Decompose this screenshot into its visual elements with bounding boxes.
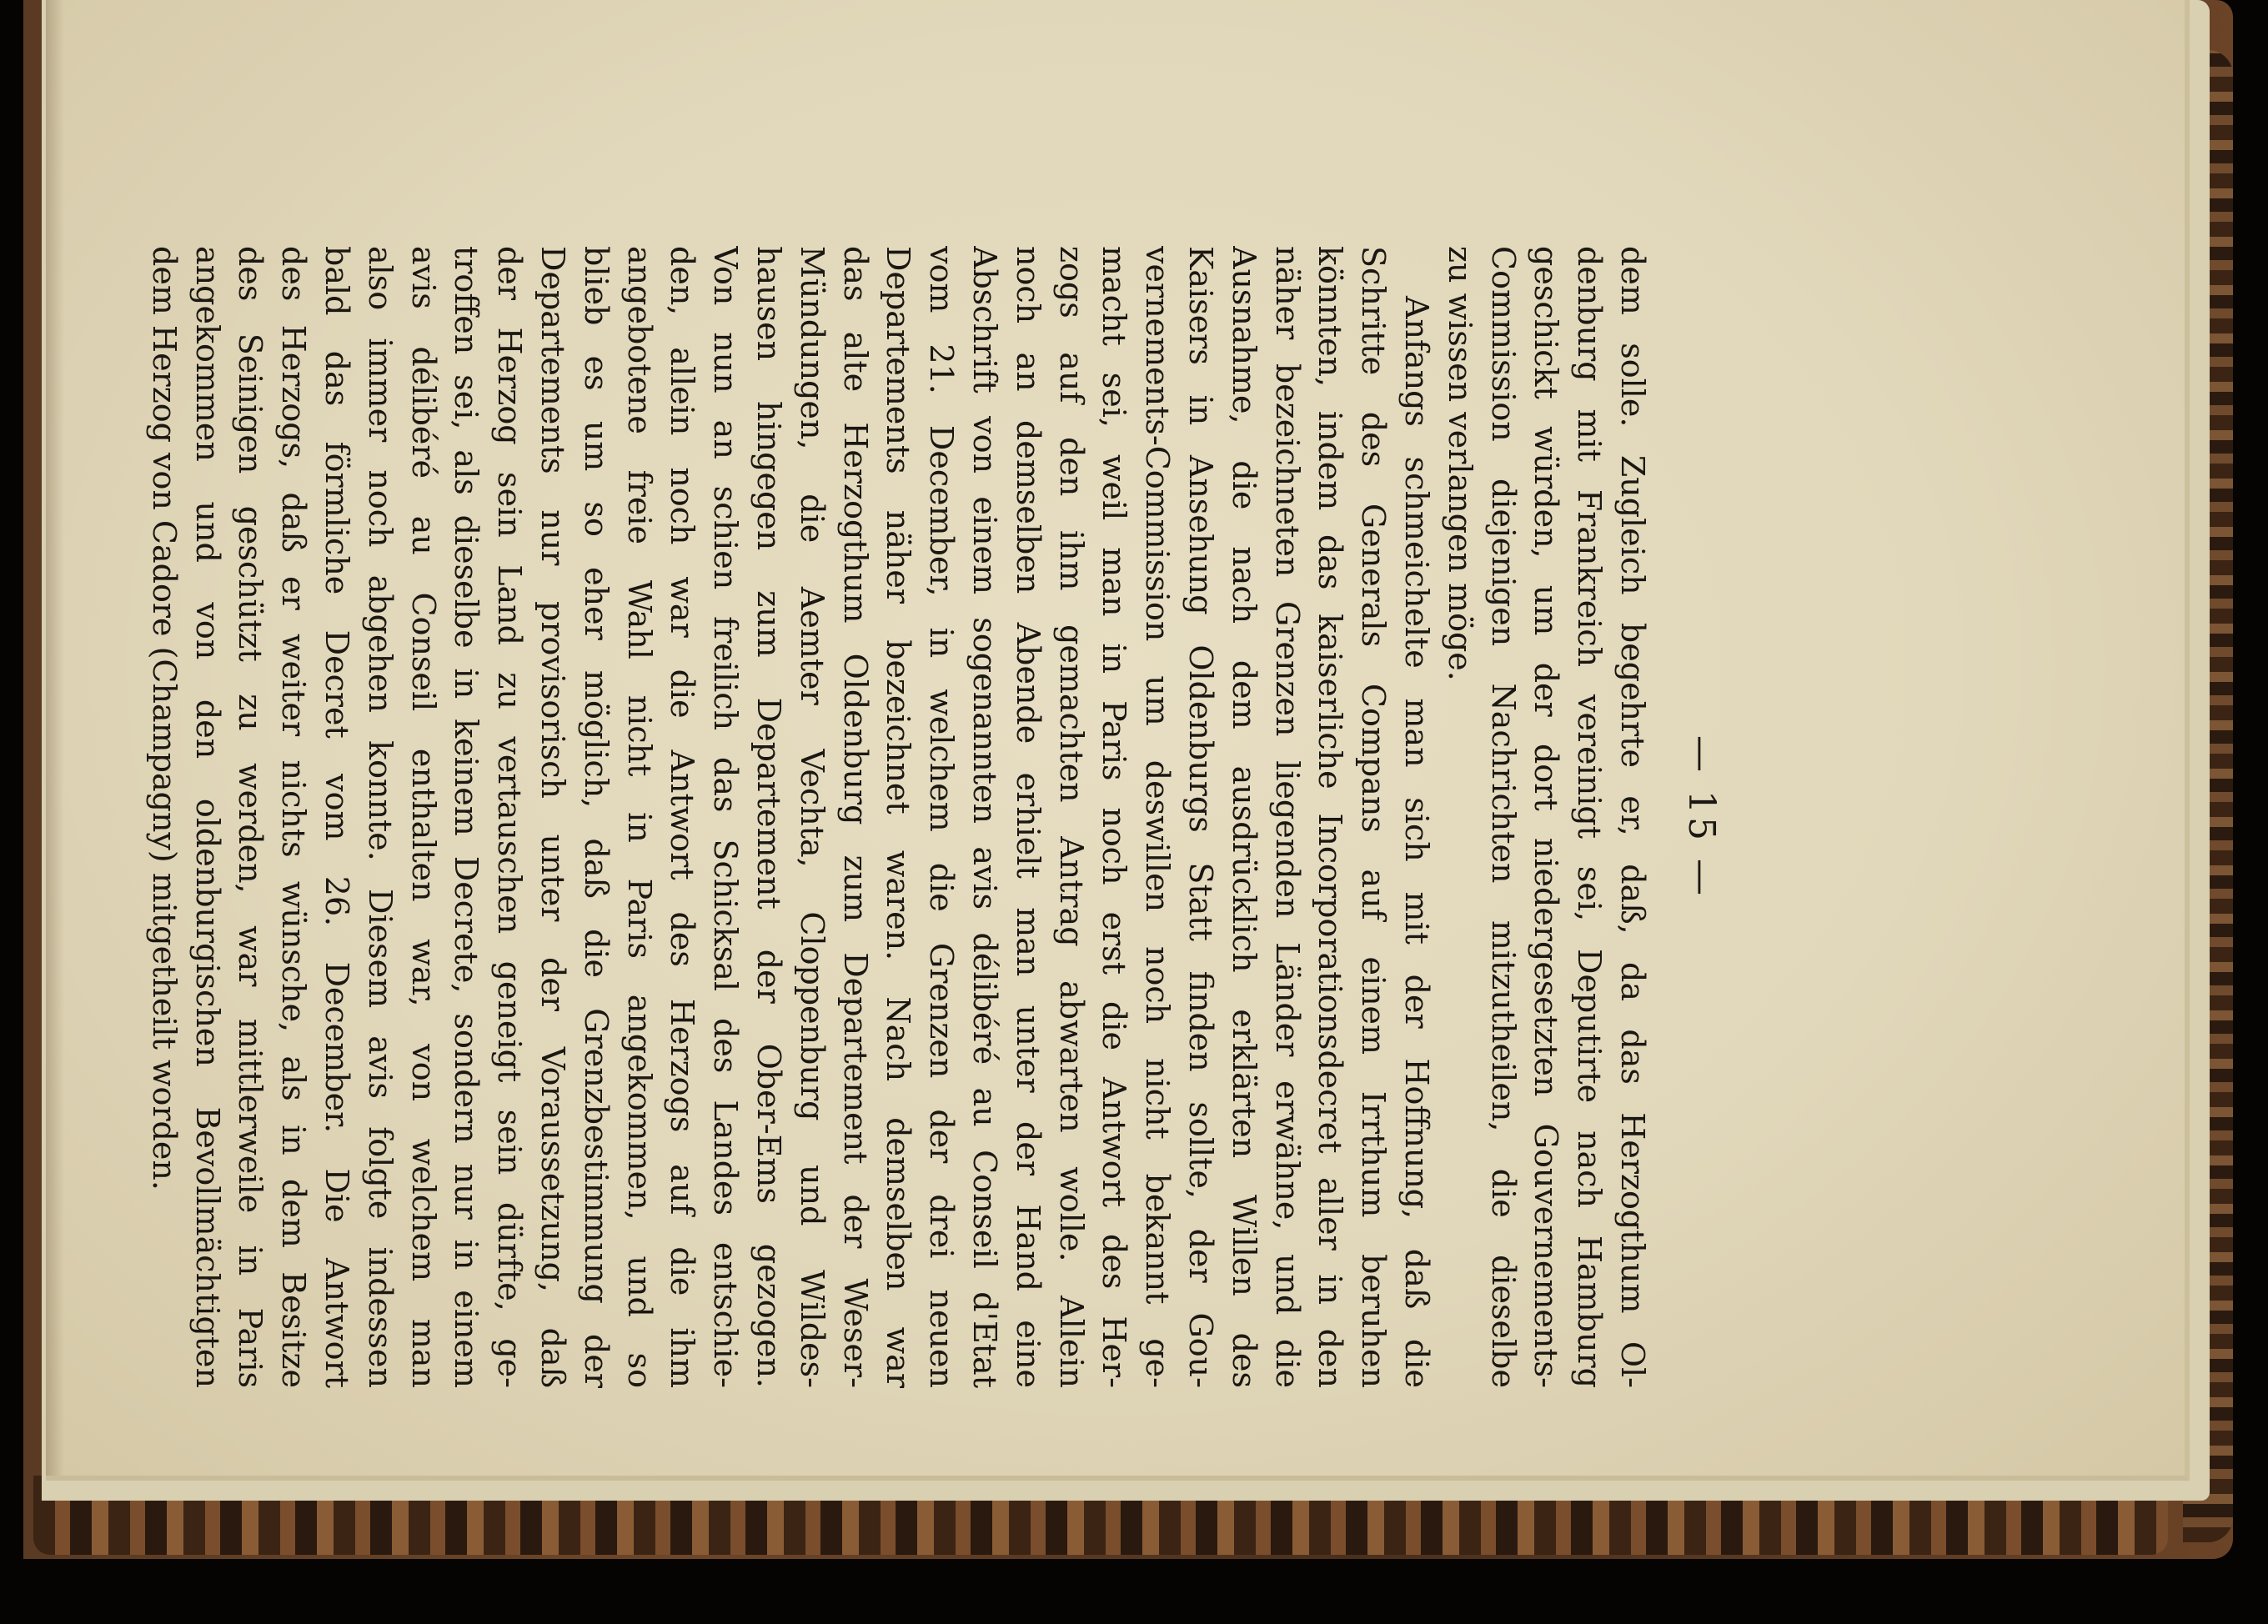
text-line: den, allein noch war die Antwort des Herzogs auf die ihm — [664, 246, 701, 1388]
text-line: des Herzogs, daß er weiter nichts wünsche, als in dem Besitze — [275, 246, 313, 1388]
text-line: hausen hingegen zum Departement der Ober-Ems gezogen. — [750, 246, 788, 1388]
text-line: Kaisers in Ansehung Oldenburgs Statt finden sollte, der Gou- — [1182, 246, 1220, 1388]
text-line: Departements näher bezeichnet waren. Nach demselben war — [880, 246, 917, 1388]
book-page — [46, 0, 2190, 1481]
text-line: avis délibéré au Conseil enthalten war, von welchem man — [404, 246, 442, 1388]
text-line: Von nun an schien freilich das Schicksal des Landes entschie- — [707, 246, 745, 1388]
text-line: Mündungen, die Aemter Vechta, Cloppenburg und Wildes- — [793, 246, 830, 1388]
text-line: dem Herzog von Cadore (Champagny) mitgetheilt worden. — [145, 246, 183, 1190]
text-line: Commission diejenigen Nachrichten mitzutheilen, die dieselbe — [1484, 246, 1522, 1388]
text-block — [145, 246, 1730, 1388]
text-line: geschickt würden, um der dort niedergesetzten Gouvernements- — [1528, 246, 1565, 1388]
text-line: Anfangs schmeichelte man sich mit der Hoffnung, daß die — [1398, 296, 1436, 1388]
text-line: angekommen und von den oldenburgischen Bevollmächtigten — [188, 246, 226, 1388]
text-line: des Seinigen geschützt zu werden, war mittlerweile in Paris — [232, 246, 269, 1388]
text-line: vernements-Commission um deswillen noch nicht bekannt ge- — [1139, 246, 1177, 1388]
text-line: also immer noch abgehen konnte. Diesem avis folgte indessen — [361, 246, 399, 1388]
text-line: blieb es um so eher möglich, daß die Grenzbestimmung der — [577, 246, 615, 1388]
text-line: näher bezeichneten Grenzen liegenden Länder erwähne, und die — [1268, 246, 1306, 1388]
text-line: könnten, indem das kaiserliche Incorporationsdecret aller in den — [1312, 246, 1349, 1388]
text-lines — [142, 246, 1653, 1388]
text-line: vom 21. December, in welchem die Grenzen der drei neuen — [923, 246, 961, 1388]
text-line: Ausnahme, die nach dem ausdrücklich erklärten Willen des — [1225, 246, 1262, 1388]
text-line: Departements nur provisorisch unter der Voraussetzung, daß — [534, 246, 572, 1388]
text-line: dem solle. Zugleich begehrte er, daß, da das Herzogthum Ol- — [1614, 246, 1651, 1388]
text-line: Schritte des Generals Compans auf einem Irrthum beruhen — [1355, 246, 1392, 1388]
text-line: der Herzog sein Land zu vertauschen geneigt sein dürfte, ge- — [491, 246, 529, 1388]
text-line: bald das förmliche Decret vom 26. December. Die Antwort — [319, 246, 356, 1388]
text-line: Abschrift von einem sogenannten avis délibéré au Conseil d'Etat — [966, 246, 1004, 1388]
page-number-header: — 15 — — [1680, 735, 1723, 899]
text-line: noch an demselben Abende erhielt man unter der Hand eine — [1009, 246, 1046, 1388]
text-line: angebotene freie Wahl nicht in Paris angekommen, und so — [620, 246, 658, 1388]
text-line: zogs auf den ihm gemachten Antrag abwarten wolle. Allein — [1052, 246, 1090, 1388]
text-line: das alte Herzogthum Oldenburg zum Departement der Weser- — [836, 246, 874, 1388]
text-line: macht sei, weil man in Paris noch erst die Antwort des Her- — [1096, 246, 1133, 1388]
text-line: zu wissen verlangen möge. — [1441, 246, 1478, 681]
text-line: troffen sei, als dieselbe in keinem Decrete, sondern nur in einem — [448, 246, 485, 1388]
text-line: denburg mit Frankreich vereinigt sei, Deputirte nach Hamburg — [1571, 246, 1608, 1388]
